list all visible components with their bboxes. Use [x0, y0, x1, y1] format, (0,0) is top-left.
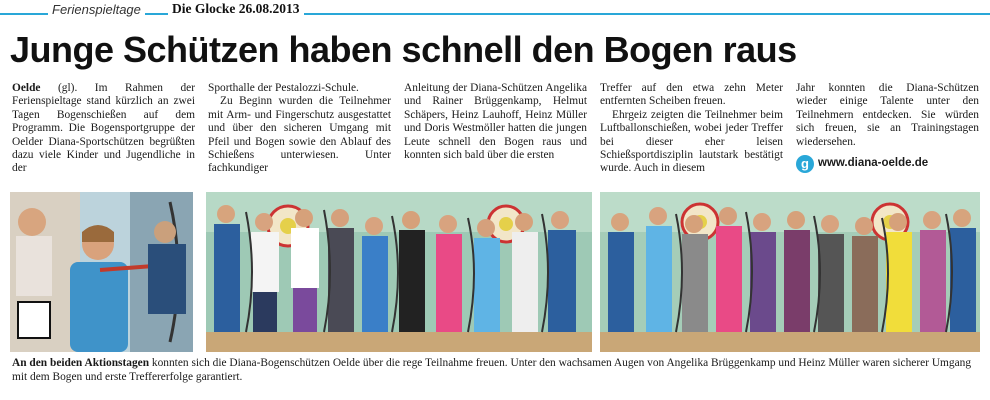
glocke-logo-icon: g	[796, 155, 814, 173]
article-column-5	[796, 82, 979, 173]
source-date: Die Glocke 26.08.2013	[168, 1, 304, 17]
article-text-4b: Ehrgeiz zeigten die Teilnehmer beim Luftballonschießen, wobei jeder Treffer bei dieser eher leisen Schießsportdisziplin lautstark bestätigt wurde. Auch in diesem	[600, 108, 783, 175]
article-column-4	[600, 82, 783, 176]
article-text-5: Jahr konnten die Diana-Schützen wieder einige Talente unter den Teilnehmern entdecken. Sie würden sich freuen, sie an Trainingstagen wiedersehen.	[796, 82, 979, 148]
caption-lead: An den beiden Aktionstagen	[12, 357, 150, 369]
article-text-1: (gl). Im Rahmen der Ferienspieltage stand kürzlich an zwei Tagen Bogenschießen auf dem Programm. Die Bogensportgruppe der Oelder Diana-Sportschützen begrüßten dazu viele Kinder und Jugendliche in der	[12, 82, 195, 175]
article-column-2	[208, 82, 391, 176]
photo-group-right	[600, 192, 980, 352]
article-column-1	[12, 82, 195, 176]
article-text-3: Anleitung der Diana-Schützen Angelika und Rainer Brüggenkamp, Helmut Schäpers, Heinz Lauhoff, Heinz Müller und Doris Westmöller hatten die jungen Leute schnell den Bogen raus und konnten sich bald über die ersten	[404, 82, 587, 162]
headline: Junge Schützen haben schnell den Bogen raus	[10, 29, 797, 70]
web-link[interactable]	[796, 155, 979, 173]
article-column-3	[404, 82, 587, 162]
photo-archer-closeup	[10, 192, 193, 352]
header-rule	[0, 13, 990, 15]
article-text-4a: Treffer auf den etwa zehn Meter entfernten Scheiben freuen.	[600, 82, 783, 108]
article-dateline: Oelde	[12, 82, 41, 94]
article-text-2a: Sporthalle der Pestalozzi-Schule.	[208, 82, 359, 94]
photo-group-left	[206, 192, 592, 352]
photo-caption	[12, 357, 978, 384]
header-bar	[0, 0, 990, 22]
caption-text: konnten sich die Diana-Bogenschützen Oelde über die rege Teilnahme freuen. Unter den wachsamen Augen von Angelika Brüggenkamp und Heinz Müller waren sicherer Umgang mit dem Bogen und erste Treffererfolge garantiert.	[12, 357, 972, 383]
website-url[interactable]: www.diana-oelde.de	[818, 157, 929, 170]
section-label: Ferienspieltage	[48, 2, 145, 17]
article-text-2b: Zu Beginn wurden die Teilnehmer mit Arm- und Fingerschutz ausgestattet und über den sicheren Umgang mit Pfeil und Bogen sowie den Ablauf des Schießens unterwiesen. Unter fachkundiger	[208, 95, 391, 175]
